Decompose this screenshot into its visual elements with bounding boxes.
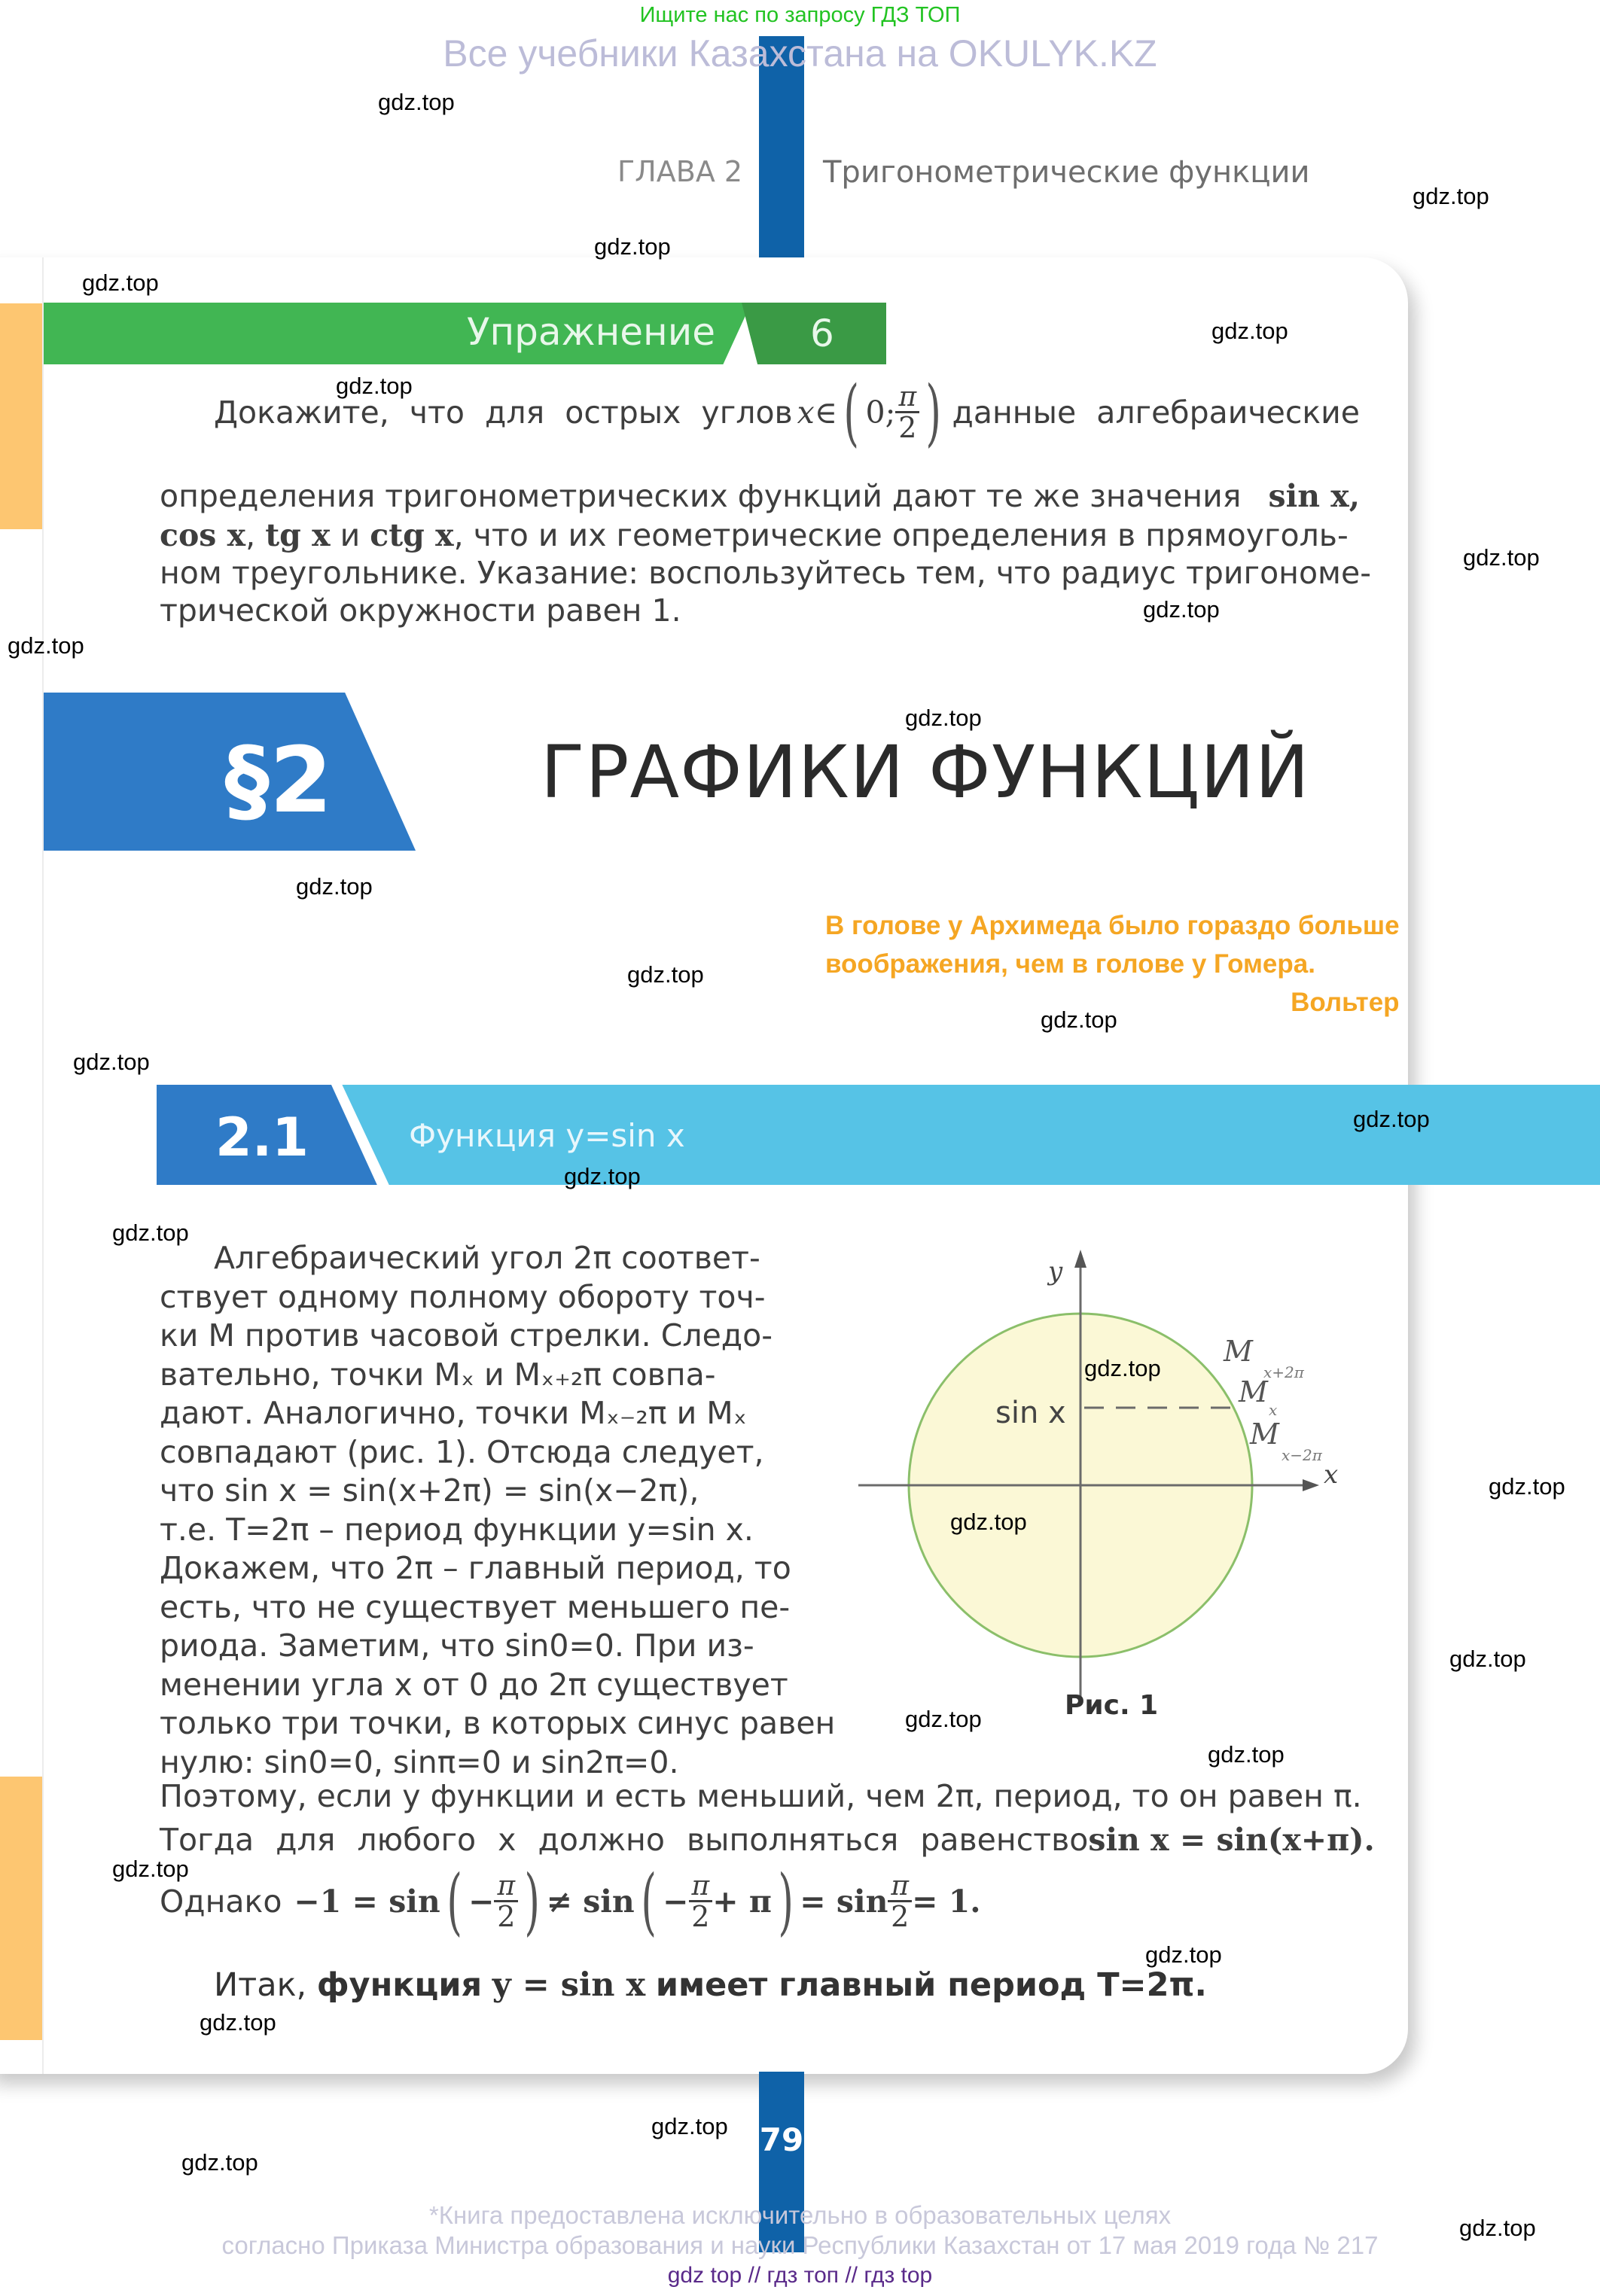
y-axis-arrow-icon — [1074, 1250, 1086, 1268]
exercise-text: Докажите, что для острых углов — [214, 394, 793, 431]
body-text: Тогда для любого x должно выполняться равенство — [160, 1822, 1089, 1858]
watermark: gdz.top — [1041, 1006, 1117, 1033]
conclusion-bold: функция — [316, 1966, 483, 2004]
footer-notice: *Книга предоставлена исключительно в образовательных целях — [428, 2201, 1172, 2229]
math-expression: sin x = sin(x+π). — [1088, 1822, 1375, 1858]
watermark: gdz.top — [1413, 183, 1489, 209]
conclusion — [214, 1966, 1207, 2004]
math-paren: ( — [641, 1859, 657, 1944]
exercise-label: Упражнение — [467, 310, 715, 354]
watermark: gdz.top — [1463, 544, 1540, 571]
math-expression: sin x, — [1268, 478, 1360, 514]
x-axis-arrow-icon — [1303, 1479, 1319, 1491]
subsection-title: Функция y=sin x — [409, 1117, 685, 1154]
chapter-title: Тригонометрические функции — [823, 155, 1310, 190]
math-expression: y = sin x — [492, 1966, 646, 2004]
watermark: gdz.top — [651, 2113, 728, 2139]
math-expression: = sin — [800, 1883, 888, 1920]
watermark: gdz.top — [1211, 318, 1288, 344]
point-subscript: x−2π — [1282, 1446, 1322, 1464]
math-expression: = 1. — [912, 1883, 981, 1920]
body-line: что sin x = sin(x+2π) = sin(x−2π), — [160, 1472, 699, 1509]
math-fraction: $\frac{\pi}{2}$ — [888, 1873, 912, 1931]
math-var: x — [797, 394, 815, 431]
watermark: gdz.top — [1145, 1941, 1222, 1968]
search-hint: Ищите нас по запросу ГДЗ ТОП — [639, 3, 961, 27]
body-line: ки M против часовой стрелки. Следо- — [160, 1317, 773, 1354]
orange-side-tab — [0, 303, 42, 529]
point-subscript: x+2π — [1263, 1363, 1304, 1381]
conclusion-bold: имеет главный период T=2π. — [655, 1966, 1207, 2004]
sin-label: sin x — [995, 1396, 1066, 1430]
page-edge — [42, 257, 44, 2074]
epigraph-author: Вольтер — [1291, 988, 1400, 1017]
exercise-line-2 — [160, 477, 1360, 516]
body-line: т.е. T=2π – период функции y=sin x. — [160, 1511, 754, 1548]
math-expression: ctg x — [370, 517, 454, 553]
figure-caption: Рис. 1 — [1065, 1690, 1159, 1721]
math-fraction: $\frac{\pi}{2}$ — [494, 1873, 518, 1931]
subsection-number: 2.1 — [215, 1107, 309, 1168]
watermark: gdz.top — [594, 233, 671, 260]
watermark: gdz.top — [950, 1509, 1027, 1535]
section-title: ГРАФИКИ ФУНКЦИЙ — [541, 730, 1310, 815]
math-paren: ) — [925, 370, 942, 455]
math-paren: ) — [524, 1859, 541, 1944]
body-line: дают. Аналогично, точки Mₓ₋₂π и Mₓ — [160, 1395, 747, 1431]
math-text: 0; — [865, 394, 896, 431]
body-paragraph — [160, 1239, 836, 1782]
watermark: gdz.top — [181, 2149, 258, 2176]
math-paren: ( — [843, 370, 860, 455]
body-line: ствует одному полному оборотy точ- — [160, 1278, 766, 1315]
body-line-full — [160, 1822, 1375, 1858]
watermark: gdz.top — [73, 1049, 150, 1075]
watermark: gdz.top — [1449, 1646, 1526, 1672]
watermark: gdz.top — [296, 873, 373, 900]
watermark: gdz.top — [1084, 1355, 1161, 1381]
body-line: совпадают (рис. 1). Отсюда следует, — [160, 1433, 764, 1470]
watermark: gdz.top — [1143, 596, 1220, 623]
epigraph-line: В голове у Архимеда было гораздо больше — [825, 911, 1400, 940]
body-line: Алгебраический угол 2π соответ- — [214, 1240, 760, 1276]
math-expression: tg x — [265, 517, 331, 553]
math-expression: + π — [712, 1883, 772, 1920]
body-line: нулю: sin0=0, sinπ=0 и sin2π=0. — [160, 1743, 679, 1780]
section-number: §2 — [224, 729, 333, 833]
x-axis-label: x — [1324, 1460, 1339, 1490]
footer-notice: согласно Приказа Министра образования и науки Республики Казахстан от 17 мая 2019 года № 217 — [221, 2231, 1379, 2259]
exercise-number: 6 — [810, 312, 834, 355]
body-line: вательно, точки Mₓ и Mₓ₊₂π совпа- — [160, 1356, 716, 1393]
watermark: gdz.top — [1489, 1473, 1565, 1500]
watermark: gdz.top — [112, 1220, 189, 1246]
watermark: gdz.top — [336, 373, 413, 399]
watermark: gdz.top — [564, 1163, 641, 1189]
watermark: gdz.top — [1208, 1741, 1285, 1768]
watermark: gdz.top — [1353, 1106, 1430, 1132]
epigraph-line: воображения, чем в голове у Гомера. — [825, 949, 1315, 979]
point-label: M — [1239, 1375, 1268, 1408]
watermark: gdz.top — [82, 269, 159, 296]
body-text: Однако — [160, 1883, 282, 1920]
orange-side-tab — [0, 1777, 42, 2040]
watermark: gdz.top — [8, 632, 84, 659]
unit-circle-figure — [851, 1235, 1363, 1731]
watermark: gdz.top — [112, 1856, 189, 1882]
math-paren: ) — [778, 1859, 794, 1944]
exercise-text: данные алгебраические — [952, 394, 1360, 431]
watermark: gdz.top — [905, 705, 982, 731]
watermark: gdz.top — [1459, 2215, 1536, 2241]
body-line: есть, что не существует меньшего пе- — [160, 1588, 791, 1625]
exercise-line-3: cos x, tg x и ctg x, что и их геометрические определения в прямоуголь- — [160, 517, 1349, 553]
watermark: gdz.top — [200, 2009, 276, 2036]
page-number: 79 — [759, 2121, 804, 2158]
point-subscript: x — [1269, 1401, 1278, 1419]
exercise-text: и — [340, 517, 361, 553]
body-line: менении угла x от 0 до 2π существует — [160, 1666, 788, 1703]
math-expression: ≠ sin — [546, 1883, 635, 1920]
body-line: Докажем, что 2π – главный период, то — [160, 1550, 791, 1586]
however-equation: Однако −1 = sin ( − $\frac{\pi}{2}$ ) ≠ sin ( − $\frac{\pi}{2}$ + π ) = sin $\frac{\pi}{2}$ = 1. — [160, 1859, 981, 1944]
math-interval — [797, 370, 948, 455]
site-banner[interactable]: Все учебники Казахстана на OKULYK.KZ — [443, 32, 1157, 75]
math-fraction: $\frac{\pi}{2}$ — [895, 384, 919, 442]
watermark: gdz.top — [627, 961, 704, 988]
math-symbol: ∈ — [814, 394, 838, 431]
body-line: риода. Заметим, что sin0=0. При из- — [160, 1628, 754, 1664]
y-axis-label: y — [1048, 1256, 1063, 1287]
chapter-number: ГЛАВА 2 — [617, 155, 743, 188]
math-paren: ( — [446, 1859, 462, 1944]
exercise-line-5: трической окружности равен 1. — [160, 592, 681, 629]
exercise-text: определения тригонометрических функций дают те же значения — [160, 478, 1242, 514]
watermark: gdz.top — [378, 89, 455, 115]
exercise-line-4: ном треугольнике. Указание: воспользуйтесь тем, что радиус тригономе- — [160, 555, 1372, 591]
math-expression: −1 = sin — [294, 1883, 440, 1920]
body-line: только три точки, в которых синус равен — [160, 1705, 836, 1741]
footer-links[interactable]: gdz top // гдз топ // гдз top — [667, 2263, 933, 2288]
watermark: gdz.top — [905, 1706, 982, 1732]
body-line-full: Поэтому, если у функции и есть меньший, чем 2π, период, то он равен π. — [160, 1778, 1362, 1814]
conclusion-text: Итак, — [214, 1966, 307, 2004]
epigraph — [825, 906, 1400, 1022]
point-label: M — [1224, 1335, 1253, 1368]
point-label: M — [1250, 1417, 1279, 1451]
math-fraction: $\frac{\pi}{2}$ — [689, 1873, 713, 1931]
exercise-text: , что и их геометрические определения в прямоуголь- — [453, 517, 1349, 553]
math-expression: cos x — [160, 517, 246, 553]
